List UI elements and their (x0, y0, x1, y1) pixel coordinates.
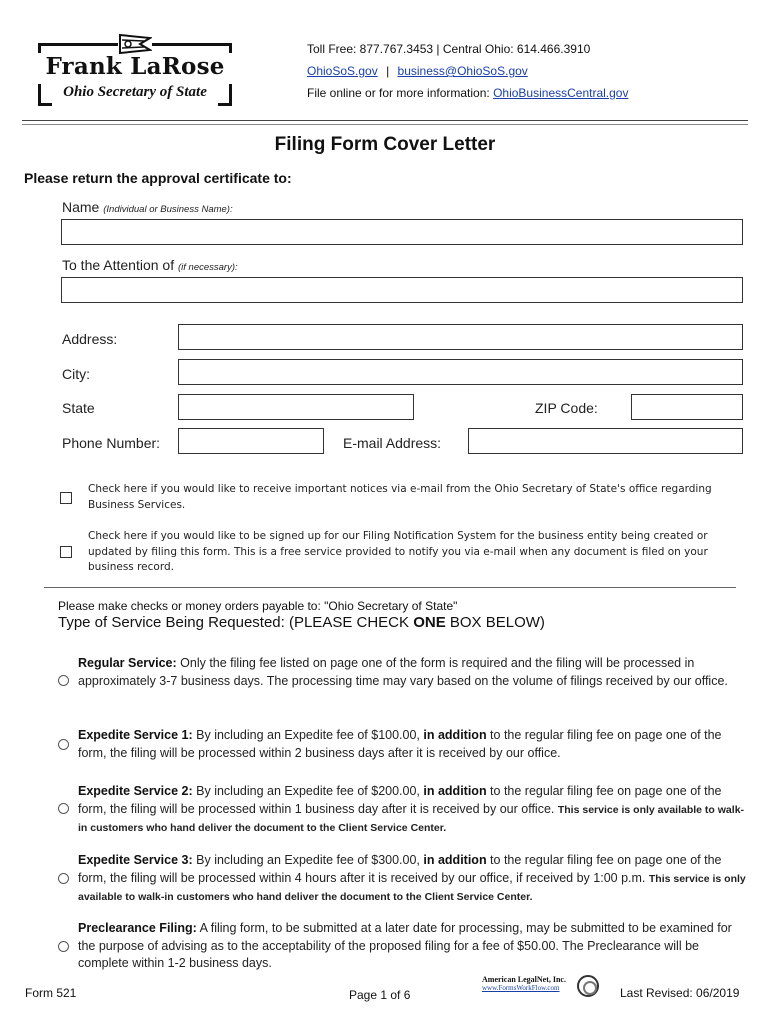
expedite-2-radio[interactable] (58, 803, 69, 814)
header-rule-bottom (22, 124, 748, 125)
expedite-3-text: Expedite Service 3: By including an Expedite fee of $300.00, in addition to the regular filing fee on page one of the form, the filing will be processed within 4 hours after it is received by our office, if received by 1:00 p.m. This service is only available to walk-in customers who hand deliver the document to the Client Service Center. (78, 853, 746, 903)
phone-input[interactable] (178, 428, 324, 454)
city-label: City: (62, 366, 90, 382)
section-divider (44, 587, 736, 588)
vendor-name: American LegalNet, Inc. (482, 975, 566, 984)
phone-label: Phone Number: (62, 435, 161, 451)
city-input[interactable] (178, 359, 743, 385)
address-input[interactable] (178, 324, 743, 350)
email-link[interactable]: business@OhioSoS.gov (397, 64, 528, 78)
ohio-flag-icon (118, 33, 152, 55)
notices-checkbox[interactable] (60, 492, 72, 504)
preclearance-text: Preclearance Filing: A filing form, to be submitted at a later date for processing, may be submitted to be examined for the purpose of advising as to the acceptability of the proposed filing for a fee of $50.00. The Preclearance will be complete within 1-2 business days. (78, 921, 732, 970)
email-input[interactable] (468, 428, 743, 454)
logo-name: Frank LaRose (45, 53, 225, 80)
vendor-seal-icon (577, 975, 599, 997)
attention-label: To the Attention of (if necessary): (62, 257, 238, 273)
attention-input[interactable] (61, 277, 743, 303)
zip-input[interactable] (631, 394, 743, 420)
page-number: Page 1 of 6 (349, 988, 411, 1002)
name-hint: (Individual or Business Name): (103, 204, 233, 215)
regular-service-text: Regular Service: Only the filing fee listed on page one of the form is required and the filing will be processed in approximately 3-7 business days. The processing time may vary based on the volume of filings received by our office. (78, 656, 728, 688)
state-input[interactable] (178, 394, 414, 420)
name-input[interactable] (61, 219, 743, 245)
email-label: E-mail Address: (343, 435, 442, 451)
header-rule-top (22, 120, 748, 121)
notification-checkbox[interactable] (60, 546, 72, 558)
regular-service-radio[interactable] (58, 675, 69, 686)
toll-free-line: Toll Free: 877.767.3453 | Central Ohio: 614.466.3910 (307, 42, 591, 56)
vendor-url[interactable]: www.FormsWorkFlow.com (482, 984, 560, 992)
name-label: Name (Individual or Business Name): (62, 199, 233, 215)
preclearance-radio[interactable] (58, 941, 69, 952)
expedite-3-radio[interactable] (58, 873, 69, 884)
expedite-1-radio[interactable] (58, 739, 69, 750)
last-revised: Last Revised: 06/2019 (620, 986, 740, 1000)
online-line (307, 86, 628, 100)
logo-subtitle: Ohio Secretary of State (63, 84, 207, 100)
contact-separator: | (386, 64, 390, 78)
form-number: Form 521 (25, 986, 77, 1000)
vendor-badge (482, 975, 602, 1001)
address-label: Address: (62, 331, 118, 347)
attention-hint: (if necessary): (177, 262, 238, 273)
web-contact-line (307, 64, 528, 78)
state-label: State (62, 400, 95, 416)
website-link[interactable]: OhioSoS.gov (307, 64, 378, 78)
expedite-1-text: Expedite Service 1: By including an Expedite fee of $100.00, in addition to the regular filing fee on page one of the form, the filing will be processed within 2 business days after it is received by our office. (78, 728, 722, 760)
payable-note: Please make checks or money orders payable to: "Ohio Secretary of State" (58, 599, 458, 613)
ohio-sos-logo (38, 33, 232, 107)
notices-text: Check here if you would like to receive important notices via e-mail from the Ohio Secretary of State's office regarding Business Services. (88, 483, 712, 511)
expedite-2-text: Expedite Service 2: By including an Expedite fee of $200.00, in addition to the regular filing fee on page one of the form, the filing will be processed within 1 business day after it is received by our office. This service is only available to walk-in customers who hand deliver the document to the Client Service Center. (78, 784, 745, 834)
online-prefix: File online or for more information: (307, 86, 494, 100)
business-central-link[interactable]: OhioBusinessCentral.gov (493, 86, 629, 100)
zip-label: ZIP Code: (535, 400, 598, 416)
service-heading: Type of Service Being Requested: (PLEASE CHECK ONE BOX BELOW) (58, 614, 545, 631)
notification-text: Check here if you would like to be signed up for our Filing Notification System for the business entity being created or updated by filing this form. This is a free service provided to notify you via e-mail when any document is filed on your business record. (88, 530, 708, 573)
return-heading: Please return the approval certificate to: (24, 170, 292, 186)
page-title: Filing Form Cover Letter (274, 134, 496, 155)
